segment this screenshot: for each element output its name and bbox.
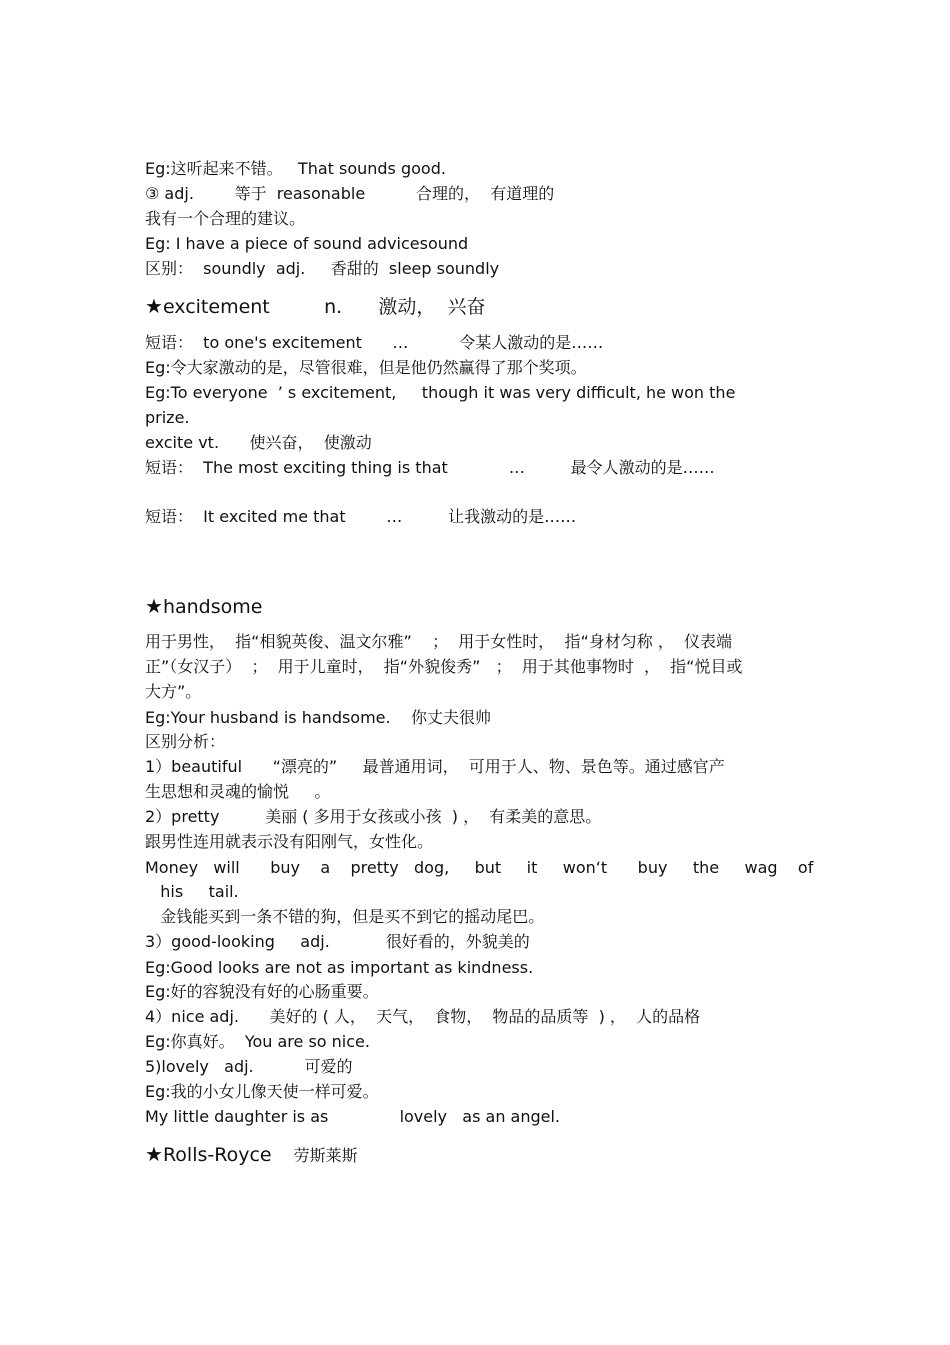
- text-line: 1）beautiful “漂亮的” 最普通用词， 可用于人、物、景色等。通过感官产: [145, 757, 725, 776]
- text-line: My little daughter is as lovely as an angel.: [145, 1107, 561, 1126]
- text-line: Eg:你真好。 You are so nice.: [145, 1032, 370, 1051]
- text-line: 2）pretty 美丽 ( 多用于女孩或小孩 ) ， 有柔美的意思。: [145, 807, 602, 826]
- text-line: Eg:Your husband is handsome. 你丈夫很帅: [145, 708, 491, 727]
- text-line: 区别分析：: [145, 732, 226, 751]
- text-line: 生思想和灵魂的愉悦 。: [145, 782, 331, 801]
- text-line: Eg: I have a piece of sound advicesound: [145, 234, 469, 253]
- text-line: 短语： to one's excitement … 令某人激动的是……: [145, 333, 604, 352]
- text-line: 短语： It excited me that … 让我激动的是……: [145, 507, 577, 526]
- text-line: Eg:我的小女儿像天使一样可爱。: [145, 1082, 379, 1101]
- text-line: 我有一个合理的建议。: [145, 209, 306, 228]
- text-line: Eg:好的容貌没有好的心肠重要。: [145, 982, 379, 1001]
- text-line: ③ adj. 等于 reasonable 合理的， 有道理的: [145, 184, 555, 203]
- star-icon: ★: [145, 294, 163, 318]
- text-line: his tail.: [145, 882, 239, 901]
- star-icon: ★: [145, 594, 163, 618]
- heading-rolls-royce: [145, 1143, 358, 1167]
- text-line: 用于男性， 指“相貌英俊、温文尔雅” ； 用于女性时， 指“身材匀称 ， 仪表端: [145, 632, 732, 651]
- heading-text: handsome: [162, 596, 263, 618]
- text-line: 大方”。: [145, 682, 202, 701]
- text-line: 3）good-looking adj. 很好看的，外貌美的: [145, 932, 530, 951]
- text-line: 区别： soundly adj. 香甜的 sleep soundly: [145, 259, 500, 278]
- text-line: 跟男性连用就表示没有阳刚气，女性化。: [145, 832, 434, 851]
- heading-text: Rolls-Royce: [162, 1144, 272, 1166]
- star-icon: ★: [145, 1142, 163, 1166]
- text-line: 正”（女汉子） ； 用于儿童时， 指“外貌俊秀” ； 用于其他事物时 ， 指“悦目或: [145, 657, 743, 676]
- text-line: Eg:这听起来不错。 That sounds good.: [145, 159, 446, 178]
- text-line: 金钱能买到一条不错的狗，但是买不到它的摇动尾巴。: [145, 907, 545, 926]
- text-line: 4）nice adj. 美好的 ( 人， 天气， 食物， 物品的品质等 ) ， 人的品格: [145, 1007, 701, 1026]
- heading-translation: 劳斯莱斯: [293, 1146, 358, 1165]
- heading-excitement: [145, 295, 486, 319]
- heading-text: excitement n. 激动， 兴奋: [162, 296, 486, 318]
- heading-handsome: [145, 595, 262, 619]
- text-line: Eg:Good looks are not as important as kindness.: [145, 958, 534, 977]
- text-line: 5)lovely adj. 可爱的: [145, 1057, 353, 1076]
- text-line: prize.: [145, 408, 190, 427]
- text-line: Money will buy a pretty dog, but it won‘t buy the wag of: [145, 858, 814, 877]
- text-line: 短语： The most exciting thing is that … 最令人激动的是……: [145, 458, 715, 477]
- text-line: Eg:To everyone ’ s excitement, though it was very difficult, he won the: [145, 383, 736, 402]
- text-line: Eg:令大家激动的是，尽管很难，但是他仍然赢得了那个奖项。: [145, 358, 587, 377]
- text-line: excite vt. 使兴奋， 使激动: [145, 433, 372, 452]
